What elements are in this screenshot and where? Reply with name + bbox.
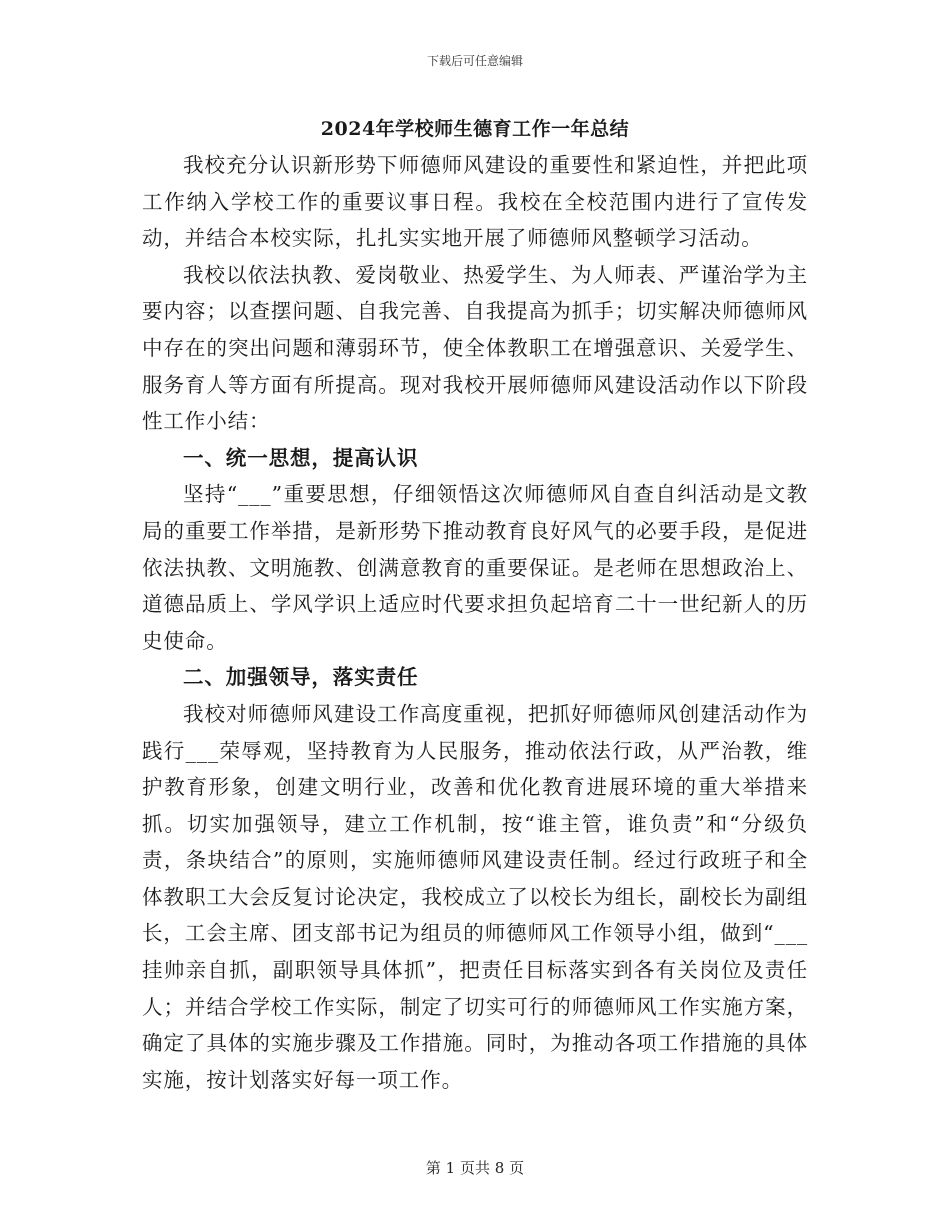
section-heading-1: 一、统一思想，提高认识 [183,445,419,470]
document-title: 2024年学校师生德育工作一年总结 [320,118,630,140]
section-heading-2: 二、加强领导，落实责任 [183,665,419,690]
header-note: 下载后可任意编辑 [426,54,523,68]
page-number-footer: 第 1 页共 8 页 [425,1159,525,1177]
intro-paragraph-1: 我校充分认识新形势下师德师风建设的重要性和紧迫性，并把此项工作纳入学校工作的重要议事日程。我校在全校范围内进行了宣传发动，并结合本校实际，扎扎实实地开展了师德师风整顿学习活动。 [142,153,808,251]
document-body [142,147,808,1098]
intro-paragraph-2: 我校以依法执教、爱岗敬业、热爱学生、为人师表、严谨治学为主要内容；以查摆问题、自我完善、自我提高为抓手；切实解决师德师风中存在的突出问题和薄弱环节，使全体教职工在增强意识、关爱学生、服务育人等方面有所提高。现对我校开展师德师风建设活动作以下阶段性工作小结： [142,262,808,434]
section-2-paragraph-1: 我校对师德师风建设工作高度重视，把抓好师德师风创建活动作为践行___荣辱观，坚持教育为人民服务，推动依法行政，从严治教，维护教育形象，创建文明行业，改善和优化教育进展环境的重大举措来抓。切实加强领导，建立工作机制，按“谁主管，谁负责”和“分级负责，条块结合”的原则，实施师德师风建设责任制。经过行政班子和全体教职工大会反复讨论决定，我校成立了以校长为组长，副校长为副组长，工会主席、团支部书记为组员的师德师风工作领导小组，做到“___挂帅亲自抓，副职领导具体抓”，把责任目标落实到各有关岗位及责任人；并结合学校工作实际，制定了切实可行的师德师风工作实施方案，确定了具体的实施步骤及工作措施。同时，为推动各项工作措施的具体实施，按计划落实好每一项工作。 [142,701,808,1092]
section-1-paragraph-1: 坚持“___”重要思想，仔细领悟这次师德师风自查自纠活动是文教局的重要工作举措，是新形势下推动教育良好风气的必要手段，是促进依法执教、文明施教、创满意教育的重要保证。是老师在思想政治上、道德品质上、学风学识上适应时代要求担负起培育二十一世纪新人的历史使命。 [142,482,808,653]
